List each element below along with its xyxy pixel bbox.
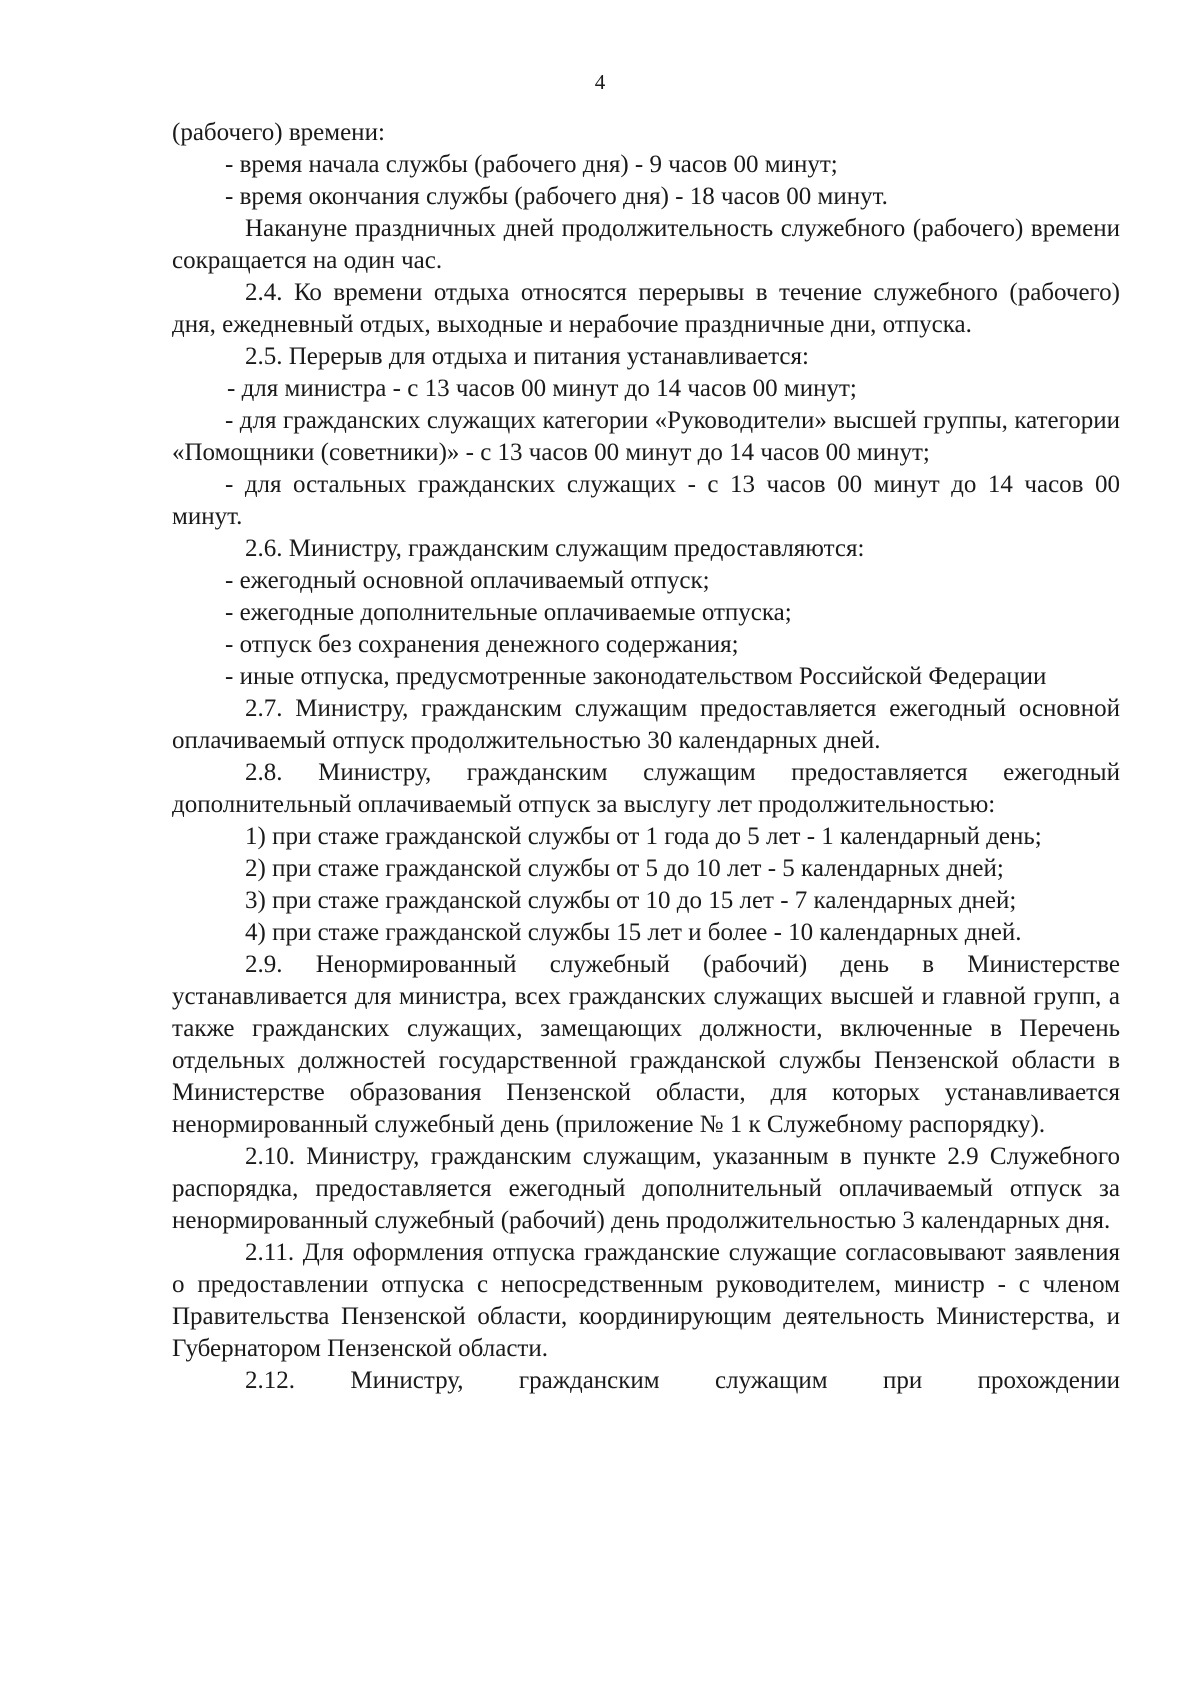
document-body — [172, 117, 1120, 1397]
paragraph: 2.7. Министру, гражданским служащим предоставляется ежегодный основной оплачиваемый отпуск продолжительностью 30 календарных дней. — [172, 695, 1120, 754]
paragraph: - отпуск без сохранения денежного содержания; — [225, 631, 739, 658]
paragraph: - время окончания службы (рабочего дня) - 18 часов 00 минут. — [225, 183, 888, 210]
paragraph: 2.8. Министру, гражданским служащим предоставляется ежегодный дополнительный оплачиваемый отпуск за выслугу лет продолжительностью: — [172, 759, 1120, 818]
paragraph: - для министра - с 13 часов 00 минут до 14 часов 00 минут; — [227, 375, 857, 402]
paragraph: - ежегодные дополнительные оплачиваемые отпуска; — [225, 599, 792, 626]
paragraph: 2.6. Министру, гражданским служащим предоставляются: — [245, 535, 865, 562]
paragraph: 2.5. Перерыв для отдыха и питания устанавливается: — [245, 343, 809, 370]
paragraph: 2) при стаже гражданской службы от 5 до 10 лет - 5 календарных дней; — [245, 855, 1004, 882]
paragraph: 1) при стаже гражданской службы от 1 года до 5 лет - 1 календарный день; — [245, 823, 1042, 850]
paragraph: - для остальных гражданских служащих - с 13 часов 00 минут до 14 часов 00 минут. — [172, 471, 1120, 530]
paragraph: - иные отпуска, предусмотренные законодательством Российской Федерации — [225, 663, 1047, 690]
paragraph: - время начала службы (рабочего дня) - 9 часов 00 минут; — [225, 151, 838, 178]
paragraph: 2.11. Для оформления отпуска гражданские служащие согласовывают заявления о предоставлении отпуска с непосредственным руководителем, министр - с членом Правительства Пензенской области, координирующим деятельность Министерства, и Губернатором Пензенской области. — [172, 1239, 1120, 1362]
paragraph: 2.9. Ненормированный служебный (рабочий) день в Министерстве устанавливается для министра, всех гражданских служащих высшей и главной групп, а также гражданских служащих, замещающих должности, включенные в Перечень отдельных должностей государственной гражданской службы Пензенской области в Министерстве образования Пензенской области, для которых устанавливается ненормированный служебный день (приложение № 1 к Служебному распорядку). — [172, 951, 1120, 1138]
paragraph: (рабочего) времени: — [172, 119, 385, 146]
paragraph: 4) при стаже гражданской службы 15 лет и более - 10 календарных дней. — [245, 919, 1022, 946]
paragraph: 2.10. Министру, гражданским служащим, указанным в пункте 2.9 Служебного распорядка, предоставляется ежегодный дополнительный оплачиваемый отпуск за ненормированный служебный (рабочий) день продолжительностью 3 календарных дня. — [172, 1143, 1120, 1234]
paragraph: - для гражданских служащих категории «Руководители» высшей группы, категории «Помощники (советники)» - с 13 часов 00 минут до 14 часов 00 минут; — [172, 407, 1120, 466]
paragraph: Накануне праздничных дней продолжительность служебного (рабочего) времени сокращается на один час. — [172, 215, 1120, 274]
paragraph: - ежегодный основной оплачиваемый отпуск; — [225, 567, 710, 594]
paragraph: 2.4. Ко времени отдыха относятся перерывы в течение служебного (рабочего) дня, ежедневный отдых, выходные и нерабочие праздничные дни, отпуска. — [172, 279, 1120, 338]
page-number: 4 — [594, 70, 606, 94]
paragraph: 2.12. Министру, гражданским служащим при прохождении — [245, 1367, 1120, 1394]
paragraph: 3) при стаже гражданской службы от 10 до 15 лет - 7 календарных дней; — [245, 887, 1017, 914]
